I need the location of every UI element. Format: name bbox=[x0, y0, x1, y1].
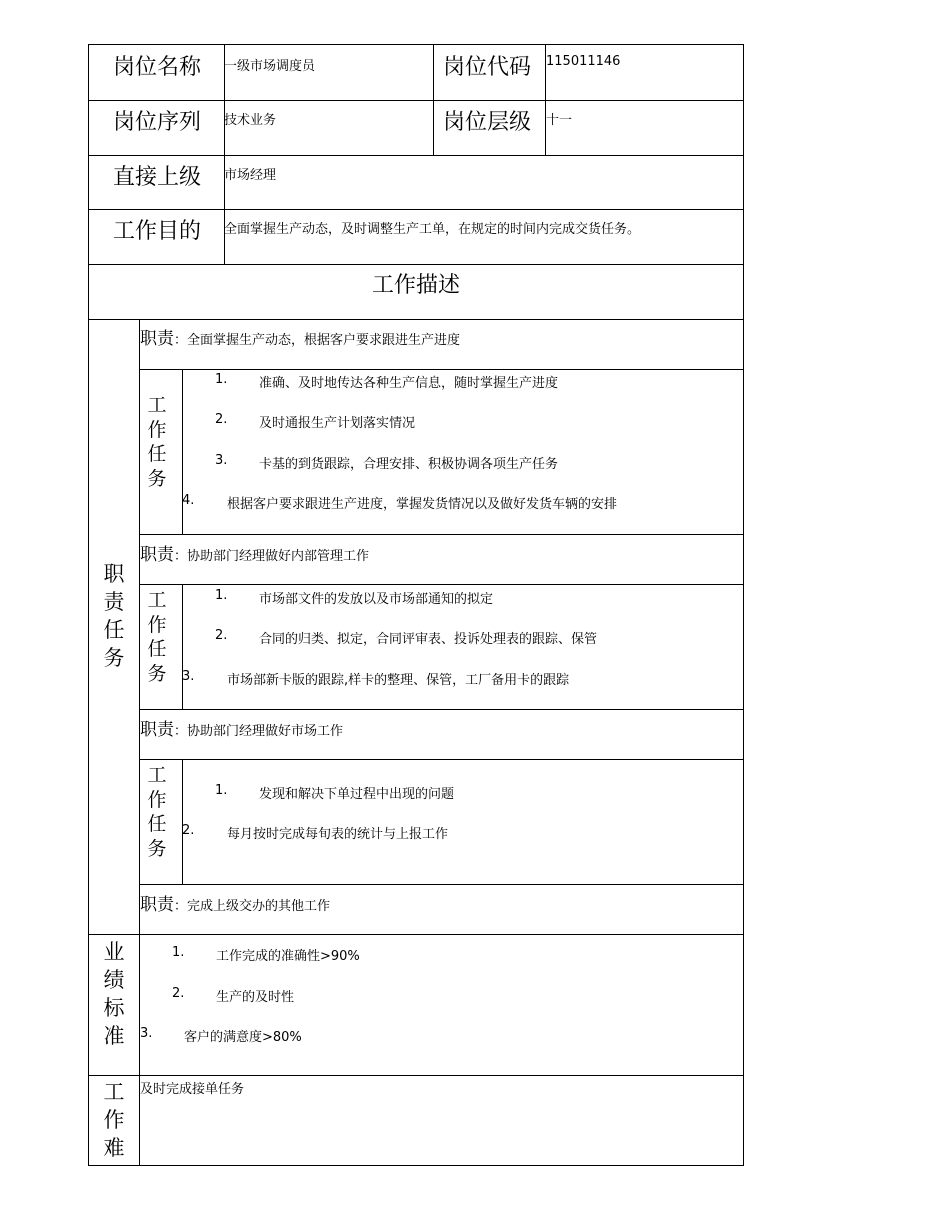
performance-number: 3. bbox=[140, 1026, 153, 1041]
responsibility-4 bbox=[140, 890, 330, 915]
task-number: 3. bbox=[182, 669, 195, 684]
purpose-label: 工作目的 bbox=[113, 219, 202, 244]
task-number: 1. bbox=[215, 372, 228, 387]
responsibility-3 bbox=[140, 715, 343, 740]
responsibility-prefix: 职责 bbox=[140, 720, 174, 740]
responsibility-prefix: 职责 bbox=[140, 545, 174, 565]
job-title-value: 一级市场调度员 bbox=[224, 59, 316, 74]
col-divider bbox=[182, 584, 183, 709]
task-text: 合同的归类、拟定，合同评审表、投诉处理表的跟踪、保管 bbox=[259, 632, 598, 647]
responsibility-text: ：协助部门经理做好内部管理工作 bbox=[174, 549, 370, 564]
responsibility-prefix: 职责 bbox=[140, 329, 174, 349]
responsibility-text: ：完成上级交办的其他工作 bbox=[174, 899, 331, 914]
row-divider bbox=[88, 155, 743, 156]
col-divider bbox=[182, 759, 183, 884]
job-level-value: 十一 bbox=[546, 113, 573, 128]
row-divider bbox=[139, 369, 743, 370]
task-text: 根据客户要求跟进生产进度，掌握发货情况以及做好发货车辆的安排 bbox=[227, 497, 618, 512]
supervisor-label: 直接上级 bbox=[113, 165, 202, 190]
row-divider bbox=[88, 1075, 743, 1076]
row-divider bbox=[139, 759, 743, 760]
task-number: 4. bbox=[182, 493, 195, 508]
task-number: 2. bbox=[215, 412, 228, 427]
task-text: 及时通报生产计划落实情况 bbox=[259, 416, 416, 431]
task-text: 每月按时完成每旬表的统计与上报工作 bbox=[227, 827, 449, 842]
row-divider bbox=[88, 209, 743, 210]
task-text: 发现和解决下单过程中出现的问题 bbox=[259, 787, 455, 802]
task-number: 2. bbox=[182, 823, 195, 838]
performance-text: 工作完成的准确性>90% bbox=[216, 949, 360, 964]
row-divider bbox=[139, 884, 743, 885]
task-number: 1. bbox=[215, 588, 228, 603]
performance-label: 业绩标准 bbox=[103, 940, 125, 1048]
task-label: 工作任务 bbox=[147, 394, 167, 490]
supervisor-value: 市场经理 bbox=[224, 168, 277, 183]
difficulty-text: 及时完成接单任务 bbox=[140, 1082, 245, 1097]
task-text: 卡基的到货跟踪，合理安排、积极协调各项生产任务 bbox=[259, 457, 559, 472]
col-divider bbox=[182, 369, 183, 534]
row-divider bbox=[88, 100, 743, 101]
job-level-label: 岗位层级 bbox=[443, 110, 532, 135]
row-divider bbox=[139, 584, 743, 585]
task-text: 市场部新卡版的跟踪,样卡的整理、保管，工厂备用卡的跟踪 bbox=[227, 673, 570, 688]
row-divider bbox=[139, 709, 743, 710]
performance-text: 客户的满意度>80% bbox=[184, 1030, 302, 1045]
task-label: 工作任务 bbox=[147, 764, 167, 860]
row-divider bbox=[88, 934, 743, 935]
job-sequence-label: 岗位序列 bbox=[113, 110, 202, 135]
task-text: 市场部文件的发放以及市场部通知的拟定 bbox=[259, 592, 494, 607]
performance-number: 2. bbox=[172, 986, 185, 1001]
row-divider bbox=[88, 319, 743, 320]
responsibility-text: ：全面掌握生产动态，根据客户要求跟进生产进度 bbox=[174, 333, 461, 348]
performance-number: 1. bbox=[172, 945, 185, 960]
difficulty-label: 工作难 bbox=[103, 1080, 125, 1160]
responsibility-prefix: 职责 bbox=[140, 895, 174, 915]
job-code-value: 115011146 bbox=[546, 54, 621, 69]
task-number: 2. bbox=[215, 628, 228, 643]
responsibility-2 bbox=[140, 540, 369, 565]
job-code-label: 岗位代码 bbox=[443, 55, 532, 80]
description-title: 工作描述 bbox=[372, 273, 461, 298]
job-sequence-value: 技术业务 bbox=[224, 113, 277, 128]
duties-label: 职责任务 bbox=[103, 562, 125, 670]
col-divider bbox=[433, 44, 434, 155]
task-label: 工作任务 bbox=[147, 589, 167, 685]
task-number: 3. bbox=[215, 453, 228, 468]
task-text: 准确、及时地传达各种生产信息，随时掌握生产进度 bbox=[259, 376, 559, 391]
job-title-label: 岗位名称 bbox=[113, 55, 202, 80]
responsibility-text: ：协助部门经理做好市场工作 bbox=[174, 724, 344, 739]
performance-text: 生产的及时性 bbox=[216, 990, 295, 1005]
responsibility-1 bbox=[140, 324, 460, 349]
row-divider bbox=[88, 264, 743, 265]
row-divider bbox=[139, 534, 743, 535]
purpose-value: 全面掌握生产动态，及时调整生产工单，在规定的时间内完成交货任务。 bbox=[224, 222, 641, 237]
task-number: 1. bbox=[215, 783, 228, 798]
